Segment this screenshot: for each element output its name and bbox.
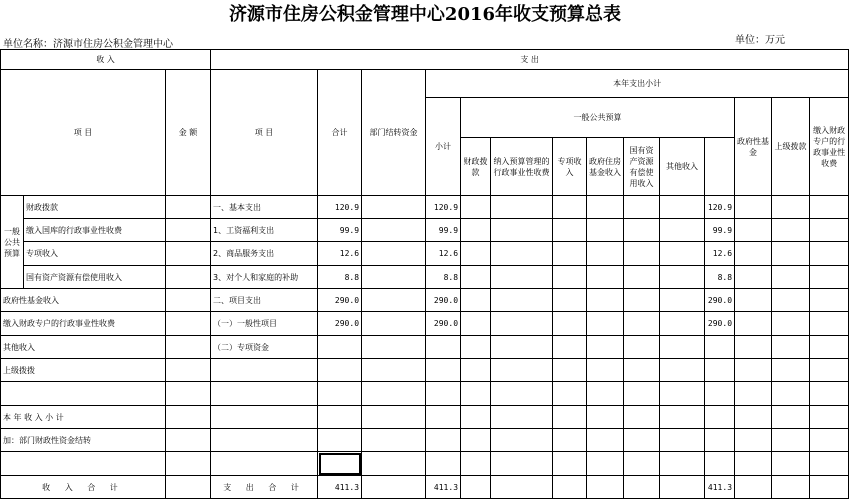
other-income-gen-header: 其他收入 <box>660 138 705 196</box>
treasury-fee-header: 纳入预算管理的行政事业性收费 <box>491 138 553 196</box>
expense-item: （二）专项资金 <box>211 336 318 359</box>
total-cell[interactable] <box>318 359 362 382</box>
income-total-amount <box>166 476 211 499</box>
table-row <box>1 219 849 242</box>
carryover-cell <box>362 196 426 219</box>
subtotal-cell: 12.6 <box>426 242 461 266</box>
table-row <box>1 312 849 336</box>
other-income-cell <box>705 336 735 359</box>
amount-header: 金 额 <box>166 70 211 196</box>
subtotal-cell <box>426 382 461 406</box>
income-amount <box>166 196 211 219</box>
fiscal-header: 财政拨款 <box>461 138 491 196</box>
general-budget-header: 一般公共预算 <box>461 98 735 138</box>
income-item: 国有资产资源有偿使用收入 <box>24 266 166 289</box>
expense-item: 2、商品服务支出 <box>211 242 318 266</box>
subtotal-cell <box>426 336 461 359</box>
income-item: 专项收入 <box>24 242 166 266</box>
carryover-cell <box>362 359 426 382</box>
budget-table <box>0 49 849 499</box>
income-item: 本 年 收 入 小 计 <box>1 406 166 429</box>
subtotal-cell <box>426 452 461 476</box>
subtotal-cell: 290.0 <box>426 289 461 312</box>
income-amount <box>166 452 211 476</box>
income-item <box>1 382 166 406</box>
other-income-cell <box>705 429 735 452</box>
subtotal-cell: 99.9 <box>426 219 461 242</box>
total-cell[interactable]: 8.8 <box>318 266 362 289</box>
expense-item <box>211 359 318 382</box>
unit-label: 单位：万元 <box>735 35 785 46</box>
expense-total-label: 支 出 合 计 <box>211 476 318 499</box>
total-cell[interactable]: 99.9 <box>318 219 362 242</box>
total-cell[interactable]: 12.6 <box>318 242 362 266</box>
expense-item: 3、对个人和家庭的补助 <box>211 266 318 289</box>
income-amount <box>166 312 211 336</box>
other-income-cell <box>705 359 735 382</box>
other-income-cell: 120.9 <box>705 196 735 219</box>
income-amount <box>166 406 211 429</box>
unit-line <box>0 30 850 49</box>
table-row <box>1 406 849 429</box>
other-income-cell: 12.6 <box>705 242 735 266</box>
income-item <box>1 452 166 476</box>
income-item-header: 项 目 <box>1 70 166 196</box>
other-income-cell: 99.9 <box>705 219 735 242</box>
expense-item <box>211 429 318 452</box>
total-cell[interactable]: 290.0 <box>318 312 362 336</box>
income-item: 政府性基金收入 <box>1 289 166 312</box>
subtotal-cell <box>426 406 461 429</box>
table-row <box>1 242 849 266</box>
carryover-cell <box>362 312 426 336</box>
carryover-cell <box>362 406 426 429</box>
income-total-label: 收 入 合 计 <box>1 476 166 499</box>
gov-fund-header: 政府性基金 <box>735 98 772 196</box>
subtotal-value: 411.3 <box>426 476 461 499</box>
total-cell[interactable]: 120.9 <box>318 196 362 219</box>
table-row <box>1 359 849 382</box>
unit-name: 单位名称：济源市住房公积金管理中心 <box>3 39 173 50</box>
table-row <box>1 336 849 359</box>
income-item: 缴入国库的行政事业性收费 <box>24 219 166 242</box>
blank-header <box>705 138 735 196</box>
carryover-cell <box>362 429 426 452</box>
subtotal-cell <box>426 359 461 382</box>
income-amount <box>166 382 211 406</box>
subtotal-cell: 120.9 <box>426 196 461 219</box>
state-asset-income-header: 国有资产资源有偿使用收入 <box>624 138 660 196</box>
income-amount <box>166 336 211 359</box>
income-amount <box>166 266 211 289</box>
special-income-header: 专项收入 <box>553 138 587 196</box>
total-cell[interactable] <box>318 452 362 476</box>
table-row <box>1 429 849 452</box>
expense-item-header: 项 目 <box>211 70 318 196</box>
fiscal-special-fee-header: 缴入财政专户的行政事业性收费 <box>810 98 849 196</box>
page-title: 济源市住房公积金管理中心2016年收支预算总表 <box>228 4 622 25</box>
table-row <box>1 266 849 289</box>
expense-item: 1、工资福利支出 <box>211 219 318 242</box>
other-income-cell: 290.0 <box>705 289 735 312</box>
income-amount <box>166 359 211 382</box>
expense-item <box>211 452 318 476</box>
total-cell[interactable] <box>318 406 362 429</box>
expense-item: 一、基本支出 <box>211 196 318 219</box>
expense-item <box>211 406 318 429</box>
income-item: 其他收入 <box>1 336 166 359</box>
carryover-cell <box>362 382 426 406</box>
total-cell[interactable] <box>318 336 362 359</box>
income-item: 上级拨拨 <box>1 359 166 382</box>
table-row <box>1 196 849 219</box>
income-item: 缴入财政专户的行政事业性收费 <box>1 312 166 336</box>
income-amount <box>166 429 211 452</box>
total-value: 411.3 <box>318 476 362 499</box>
total-cell[interactable]: 290.0 <box>318 289 362 312</box>
income-amount <box>166 289 211 312</box>
expense-item: （一）一般性项目 <box>211 312 318 336</box>
carryover-cell <box>362 289 426 312</box>
subtotal-cell: 8.8 <box>426 266 461 289</box>
carryover-cell <box>362 452 426 476</box>
total-header: 合计 <box>318 70 362 196</box>
other-income-cell <box>705 452 735 476</box>
expense-header: 支 出 <box>211 50 849 70</box>
carryover-total <box>362 476 426 499</box>
subtotal-header: 小计 <box>426 98 461 196</box>
income-amount <box>166 242 211 266</box>
carryover-cell <box>362 336 426 359</box>
income-amount <box>166 219 211 242</box>
income-item: 财政拨款 <box>24 196 166 219</box>
other-income-cell: 8.8 <box>705 266 735 289</box>
expense-item <box>211 382 318 406</box>
carryover-cell <box>362 219 426 242</box>
side-label: 一般公共预算 <box>1 196 24 289</box>
carryover-cell <box>362 266 426 289</box>
expense-item: 二、项目支出 <box>211 289 318 312</box>
total-cell[interactable] <box>318 429 362 452</box>
other-income-total: 411.3 <box>705 476 735 499</box>
year-subtotal-header: 本年支出小计 <box>426 70 849 98</box>
income-header: 收 入 <box>1 50 211 70</box>
income-item: 加：部门财政性资金结转 <box>1 429 166 452</box>
upper-grant-header: 上级拨款 <box>772 98 810 196</box>
subtotal-cell: 290.0 <box>426 312 461 336</box>
other-income-cell <box>705 406 735 429</box>
table-row <box>1 289 849 312</box>
carryover-cell <box>362 242 426 266</box>
other-income-cell: 290.0 <box>705 312 735 336</box>
subtotal-cell <box>426 429 461 452</box>
total-cell[interactable] <box>318 382 362 406</box>
gov-fund-income-header: 政府住房基金收入 <box>587 138 624 196</box>
carryover-header: 部门结转资金 <box>362 70 426 196</box>
table-row <box>1 382 849 406</box>
other-income-cell <box>705 382 735 406</box>
table-row <box>1 452 849 476</box>
